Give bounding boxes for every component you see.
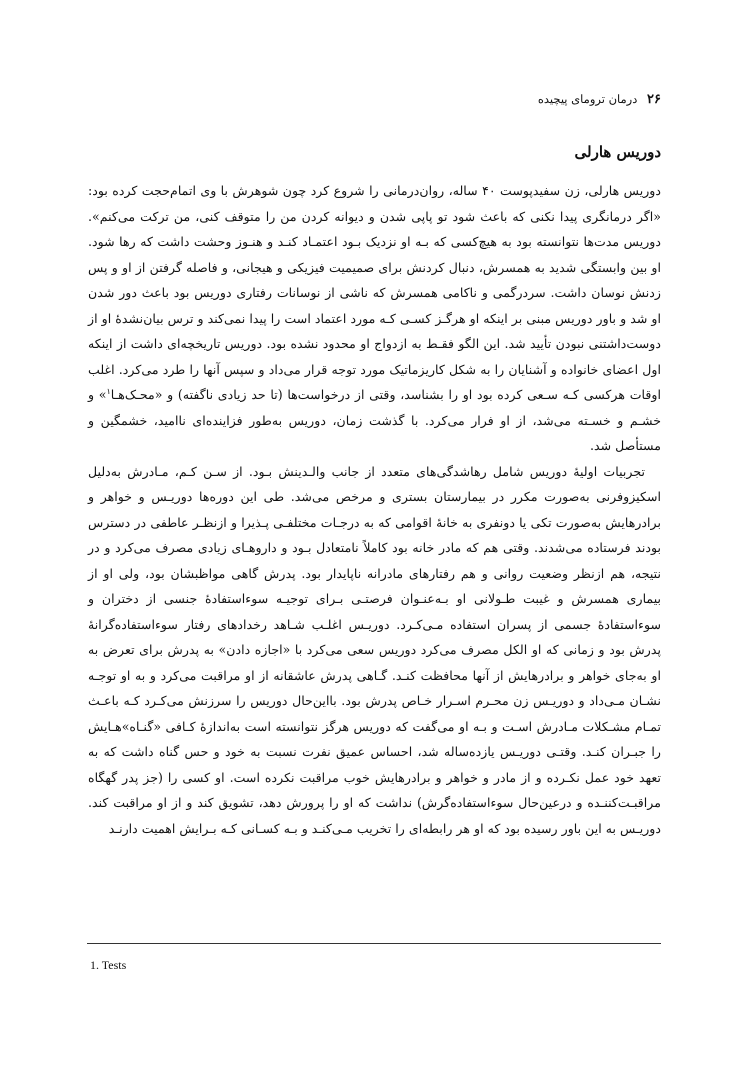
footnote-divider xyxy=(87,943,661,944)
body-text xyxy=(88,178,661,841)
paragraph-1-continued: » و خشـم و خسـته می‌شد، از او فرار می‌کرد. با گذشت زمان، دوریس به‌طور فزاینده‌ای ناامید، خشمگین و مستأصل شد. xyxy=(88,387,661,453)
paragraph-1 xyxy=(88,178,661,459)
book-title: درمان ترومای پیچیده xyxy=(537,92,638,106)
footnote-text: 1. Tests xyxy=(90,958,127,972)
section-title: دوریس هارلی xyxy=(574,143,661,161)
footnote-marker: ۱ xyxy=(106,386,111,396)
running-header xyxy=(88,92,661,107)
page-number: ۲۶ xyxy=(647,92,661,107)
paragraph-2: تجربیات اولیهٔ دوریس شامل رهاشدگی‌های متعدد از جانب والـدینش بـود. از سـن کـم، مـادرش به‌دلیل اسکیزوفرنی به‌صورت مکرر در بیمارستان بستری و مرخص می‌شد. طی این دوره‌ها دوریـس و خواهر و برادرهایش به‌صورت تکی یا دونفری به خانهٔ اقوامی که به درجـات مختلفـی پـذیرا و ازنظـر عاطفی در دسترس بودند فرستاده می‌شدند. وقتی هم که مادر خانه بود کاملاً نامتعادل بـود و داروهـای زیادی مصرف می‌کرد و در نتیجه، هم ازنظر وضعیت روانی و هم رفتارهای مادرانه ناپایدار بود. پدرش گاهی مواظبشان بود، ولی او از بیماری همسرش و غیبت طـولانی او بـه‌عنـوان فرصتـی بـرای توجیـه سوءاستفادهٔ جنسی از دختران و سوءاستفادهٔ جسمی از پسران استفاده مـی‌کـرد. دوریـس اغلـب شـاهد رخدادهای رفتار سوءاستفاده‌گرانهٔ پدرش بود و زمانی که او الکل مصرف می‌کرد دوریس سعی می‌کرد با «اجازه دادن» به پدرش برای تعرض به او به‌جای خواهر و برادرهایش از آنها محافظت کنـد. گـاهی پدرش عاشقانه از او مراقبت می‌کرد و به او توجـه نشـان مـی‌داد و دوریـس زن محـرم اسـرار خـاص پدرش بود. بااین‌حال دوریس را سرزنش می‌کـرد کـه باعـث تمـام مشـکلات مـادرش اسـت و بـه او می‌گفت که دوریس هرگز نتوانسته است به‌اندازهٔ کـافی «گنـاه»هـایش را جبـران کنـد. وقتـی دوریـس یازده‌ساله شد، احساس عمیق نفرت نسبت به خود و حس گناه داشت که به تعهد خود عمل نکـرده و از مادر و خواهر و برادرهایش خوب مراقبت نکرده است. او کسی را (جز پدر گهگاه مراقبـت‌کننـده و درعین‌حال سوءاستفاده‌گرش) نداشت که او را پرورش دهد، تشویق کند و از او مراقبت کند. دوریـس به این باور رسیده بود که او هر رابطه‌ای را تخریب مـی‌کنـد و بـه کسـانی کـه بـرایش اهمیت دارنـد xyxy=(88,463,661,836)
paragraph-1-text: دوریس هارلی، زن سفیدپوست ۴۰ ساله، روان‌درمانی را شروع کرد چون شوهرش با وی اتمام‌حجت کرده بود: «اگر درمانگری پیدا نکنی که باعث شود تو پاپی شدن و دیوانه کردن من را متوقف کنی، من ترکت می‌کنم». دوریس مدت‌ها نتوانسته بود به هیچ‌کسی که بـه او نزدیک بـود اعتمـاد کنـد و هنـوز وحشت داشت که رها شود. او بین وابستگی شدید به همسرش، دنبال کردنش برای صمیمیت فیزیکی و هیجانی، و فاصله گرفتن از او و پس زدنش نوسان داشت. سردرگمی و ناکامی همسرش که ناشی از نوسانات رفتاری دوریس بود باعث دور شدن او شد و باور دوریس مبنی بر اینکه او هرگـز کسـی کـه مورد اعتماد است را پیدا نمی‌کند و ترس بیان‌نشدهٔ او از دوست‌داشتنی نبودن تأیید شد. این الگو فقـط به ازدواج او محدود نشده بود. دوریس تاریخچه‌ای داشت از اینکه اول اعضای خانواده و آشنایان را به شکل کاریزماتیک مورد توجه قرار می‌داد و سپس آنها را طرد می‌کرد. اغلب اوقات هرکسی کـه سـعی کرده بود او را بشناسد، وقتی از درخواست‌ها (تا حد زیادی ناگفته) و «محـک‌هـا xyxy=(88,183,661,402)
